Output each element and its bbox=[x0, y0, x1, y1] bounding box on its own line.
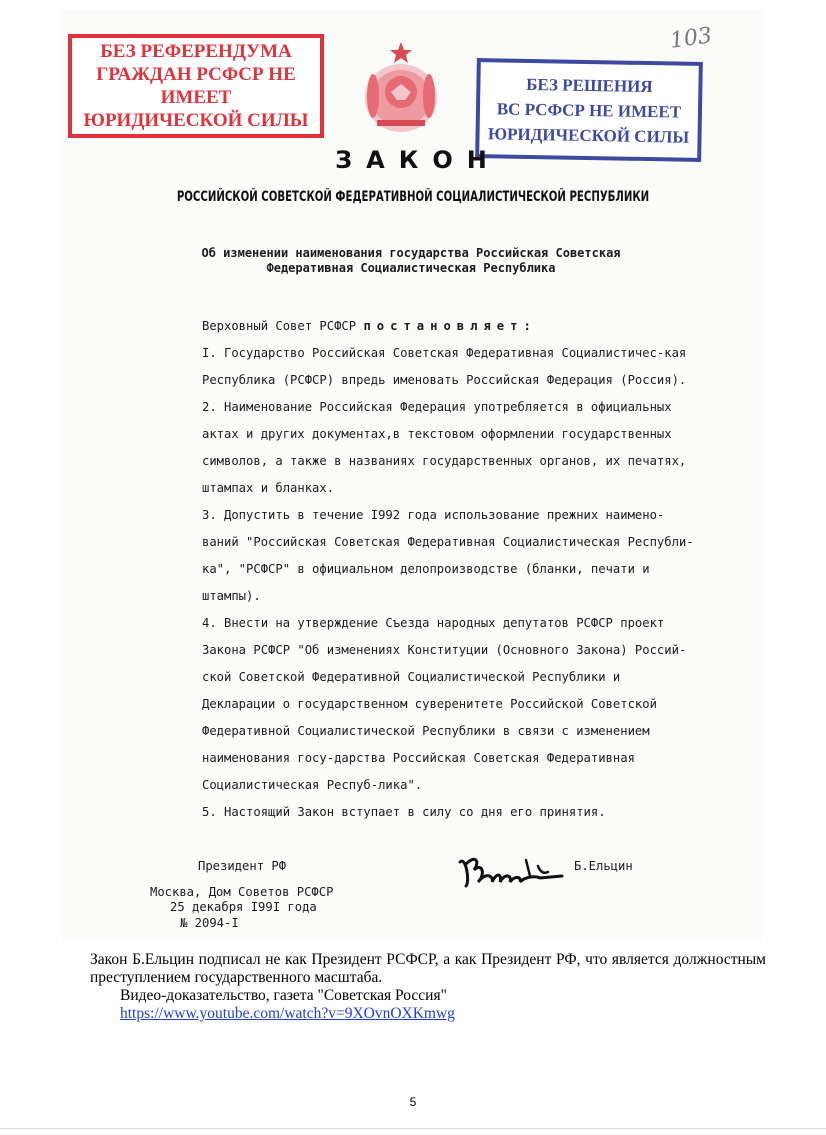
youtube-link[interactable]: https://www.youtube.com/watch?v=9XOvnOXKmwg bbox=[120, 1005, 455, 1022]
article-2: 2. Наименование Российская Федерация употребляется в официальных актах и других документах,в текстовом оформлении государственных символов, а также в названиях государственных органов, их печатях, штампах и бланках. bbox=[202, 400, 687, 495]
signing-place: Москва, Дом Советов РСФСР bbox=[150, 884, 334, 899]
law-title: ЗАКОН bbox=[335, 146, 501, 174]
footer-divider bbox=[0, 1128, 826, 1129]
law-number: № 2094-I bbox=[180, 915, 239, 930]
note-text: Закон Б.Ельцин подписал не как Президент РСФСР, а как Президент РФ, что является должностным преступлением государственного масштаба. bbox=[90, 951, 766, 986]
handwritten-signature-icon bbox=[456, 852, 566, 892]
article-4: 4. Внести на утверждение Съезда народных депутатов РСФСР проект Закона РСФСР "Об изменениях Конституции (Основного Закона) Россий-ской Советской Федеративной Социалистической Республики и Декларации о государственном суверенитете Российской Советской Федеративной Социалистической Республики в связи с изменением наименования госу-дарства Российская Советская Федеративная Социалистическая Респуб-лика". bbox=[202, 616, 687, 792]
page-number: 5 bbox=[409, 1095, 417, 1109]
law-heading bbox=[176, 246, 646, 276]
blue-stamp-text: БЕЗ РЕШЕНИЯ ВС РСФСР НЕ ИМЕЕТ ЮРИДИЧЕСКОЙ СИЛЫ bbox=[487, 74, 690, 147]
law-heading-line: Федеративная Социалистическая Республика bbox=[266, 261, 556, 275]
law-body bbox=[160, 313, 700, 826]
article-3: 3. Допустить в течение I992 года использование прежних наимено-ваний "Российская Советская Федеративная Социалистическая Республи-ка", "РСФСР" в официальном делопроизводстве (бланки, печати и штампы). bbox=[202, 508, 694, 603]
red-stamp-text: БЕЗ РЕФЕРЕНДУМА ГРАЖДАН РСФСР НЕ ИМЕЕТ ЮРИДИЧЕСКОЙ СИЛЫ bbox=[83, 41, 309, 131]
handwritten-page-number: 103 bbox=[668, 23, 714, 54]
signature-block bbox=[150, 859, 333, 931]
president-title: Президент РФ bbox=[198, 859, 287, 873]
intro-line bbox=[160, 313, 700, 340]
rsfsr-emblem-icon bbox=[359, 40, 443, 136]
signatory-name: Б.Ельцин bbox=[574, 859, 633, 873]
evidence-text: Видео-доказательство, газета "Советская Россия" bbox=[120, 987, 447, 1004]
red-stamp bbox=[68, 34, 324, 138]
signing-date: 25 декабря I99I года bbox=[170, 900, 317, 914]
law-subtitle: РОССИЙСКОЙ СОВЕТСКОЙ ФЕДЕРАТИВНОЙ СОЦИАЛИСТИЧЕСКОЙ РЕСПУБЛИКИ bbox=[176, 188, 650, 205]
law-heading-line: Об изменении наименования государства Российская Советская bbox=[201, 246, 621, 260]
article-1: I. Государство Российская Советская Федеративная Социалистичес-кая Республика (РСФСР) впредь именовать Российская Федерация (Россия). bbox=[202, 346, 687, 387]
commentary-note bbox=[90, 951, 766, 1023]
intro-prefix: Верховный Совет РСФСР bbox=[202, 319, 364, 333]
article-5: 5. Настоящий Закон вступает в силу со дня его принятия. bbox=[202, 805, 606, 819]
intro-decree: постановляет: bbox=[363, 319, 537, 333]
